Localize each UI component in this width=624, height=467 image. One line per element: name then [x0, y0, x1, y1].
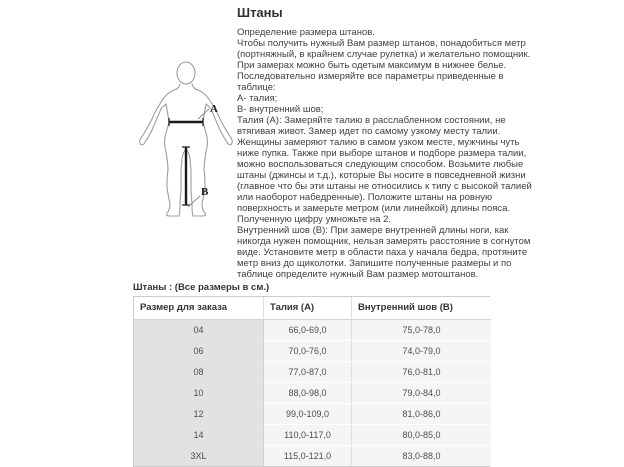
intro-line: Последовательно измеряйте все параметры приведенные в [237, 71, 504, 82]
inseam-pointer-line [188, 196, 200, 207]
intro-line: штаны (джинсы и т.д.), которые Вы носите в повседневной жизни [237, 170, 526, 181]
intro-text [237, 27, 567, 280]
table-row [134, 362, 491, 383]
intro-line: втягивая живот. Замер идет по самому узкому месту талии. [237, 126, 501, 137]
intro-line: таблице определите нужный Вам размер мотоштанов. [237, 269, 479, 280]
size-cell: 06 [134, 341, 264, 362]
column-header-inseam: Внутренний шов (В) [352, 297, 491, 320]
intro-line: В- внутренний шов; [237, 104, 324, 115]
intro-line: таблице: [237, 82, 276, 93]
article [237, 5, 567, 280]
waist-cell: 77,0-87,0 [264, 362, 352, 383]
intro-line: поверхность и замерьте метром (или линейкой) длины пояса. [237, 203, 511, 214]
intro-line: Талия (А): Замеряйте талию в расслабленном состоянии, не [237, 115, 506, 126]
intro-line: можно воспользоваться следующим способом. Возьмите любые [237, 159, 524, 170]
intro-line: (портняжный, в крайнем случае рулетка) и желательно помощник. [237, 49, 531, 60]
waist-cell: 115,0-121,0 [264, 446, 352, 466]
intro-line: виде. Установите метр в области паха у начала бедра, протяните [237, 247, 528, 258]
inseam-cell: 76,0-81,0 [352, 362, 491, 383]
column-header-order-size: Размер для заказа [134, 297, 264, 320]
size-cell: 10 [134, 383, 264, 404]
inseam-cell: 75,0-78,0 [352, 320, 491, 341]
waist-cell: 110,0-117,0 [264, 425, 352, 446]
intro-line: Определение размера штанов. [237, 27, 375, 38]
intro-line: или наоборот набедренные). Положите штаны на ровную [237, 192, 493, 203]
table-row [134, 446, 491, 466]
table-row [134, 404, 491, 425]
table-row [134, 341, 491, 362]
size-table-section [133, 282, 490, 467]
human-figure-icon [126, 52, 238, 230]
inseam-cell: 83,0-88,0 [352, 446, 491, 466]
inseam-cell: 81,0-86,0 [352, 404, 491, 425]
waist-cell: 88,0-98,0 [264, 383, 352, 404]
page-title: Штаны [237, 5, 283, 20]
table-row [134, 320, 491, 341]
size-cell: 14 [134, 425, 264, 446]
waist-cell: 99,0-109,0 [264, 404, 352, 425]
intro-line: (главное что бы эти штаны не относились к типу с высокой талией [237, 181, 532, 192]
intro-line: ниже пупка. Также при выборе штанов и подборе размера талии, [237, 148, 527, 159]
size-table-border [133, 296, 490, 467]
size-cell: 04 [134, 320, 264, 341]
column-header-waist: Талия (А) [264, 297, 352, 320]
size-cell: 08 [134, 362, 264, 383]
size-table [134, 297, 491, 466]
table-header-row [134, 297, 491, 320]
waist-cell: 66,0-69,0 [264, 320, 352, 341]
waist-measure-line [169, 118, 203, 126]
waist-label-a: A [210, 103, 218, 115]
table-row [134, 425, 491, 446]
inseam-label-b: B [201, 186, 209, 198]
size-cell: 3XL [134, 446, 264, 466]
inseam-cell: 79,0-84,0 [352, 383, 491, 404]
waist-cell: 70,0-76,0 [264, 341, 352, 362]
table-row [134, 383, 491, 404]
intro-line: При замерах можно быть одетым максимум в нижнее белье. [237, 60, 507, 71]
intro-line: Полученную цифру умножьте на 2. [237, 214, 391, 225]
inseam-cell: 74,0-79,0 [352, 341, 491, 362]
intro-line: А- талия; [237, 93, 278, 104]
intro-line: Внутренний шов (В): При замере внутренней длины ноги, как [237, 225, 509, 236]
inseam-cell: 80,0-85,0 [352, 425, 491, 446]
intro-line: Женщины замеряют талию в самом узком месте, мужчины чуть [237, 137, 520, 148]
intro-line: Чтобы получить нужный Вам размер штанов, понадобиться метр [237, 38, 526, 49]
size-table-caption: Штаны : (Все размеры в см.) [133, 282, 270, 293]
body-measurement-diagram [126, 52, 238, 230]
figure-head [177, 62, 195, 84]
size-cell: 12 [134, 404, 264, 425]
intro-line: метр вниз до щиколотки. Запишите полученные размеры и по [237, 258, 512, 269]
intro-line: никогда нужен помощник, нельзя замерять расстояние в согнутом [237, 236, 531, 247]
